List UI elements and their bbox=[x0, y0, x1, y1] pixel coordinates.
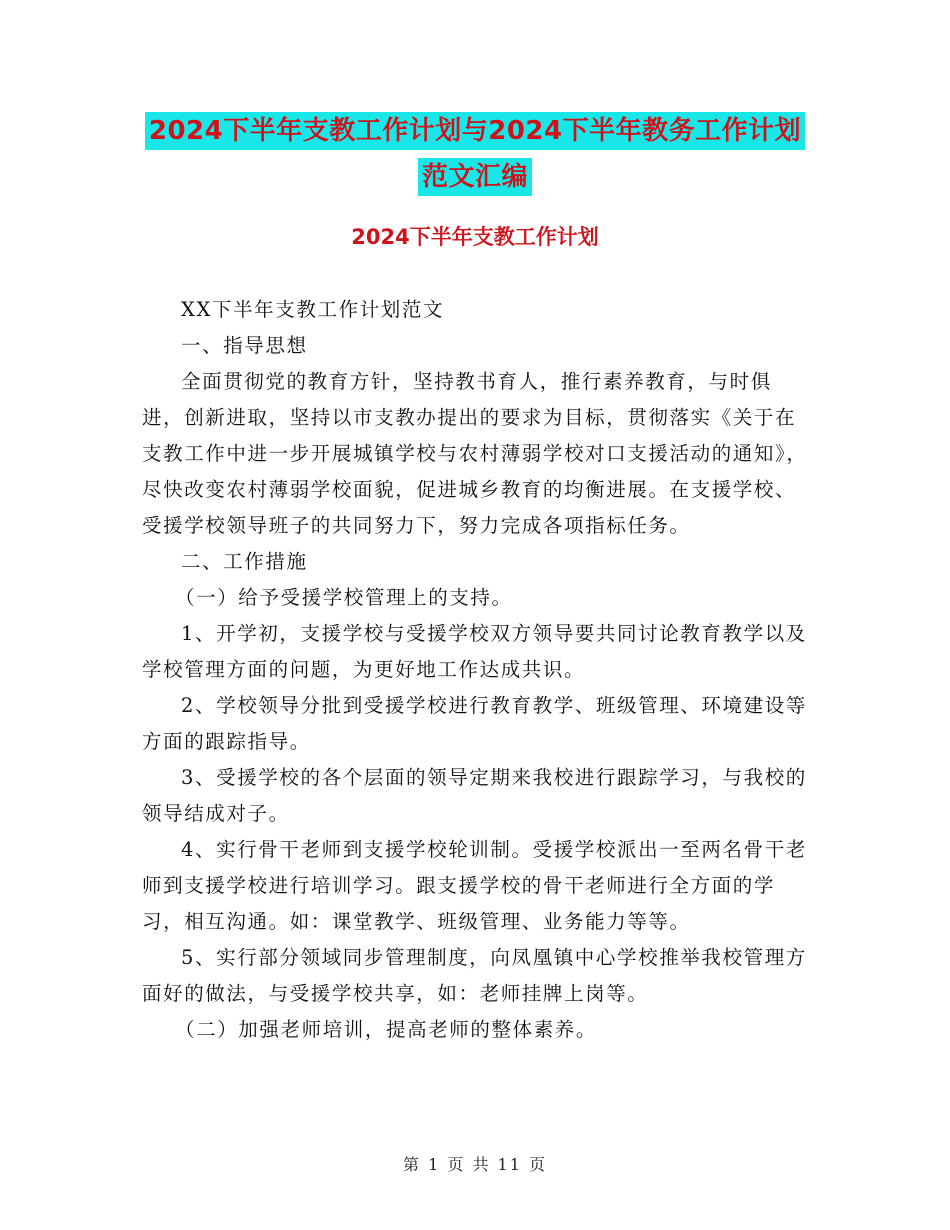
paragraph: 4、实行骨干老师到支援学校轮训制。受援学校派出一至两名骨干老师到支援学校进行培训学习。跟支援学校的骨干老师进行全方面的学习，相互沟通。如：课堂教学、班级管理、业务能力等等。 bbox=[142, 838, 807, 933]
paragraph: 2、学校领导分批到受援学校进行教育教学、班级管理、环境建设等方面的跟踪指导。 bbox=[142, 694, 807, 753]
paragraph: 一、指导思想 bbox=[181, 334, 308, 357]
paragraph: 5、实行部分领域同步管理制度，向凤凰镇中心学校推举我校管理方面好的做法，与受援学校共享，如：老师挂牌上岗等。 bbox=[142, 946, 807, 1005]
title-line-2: 范文汇编 bbox=[418, 158, 532, 196]
document-body bbox=[142, 292, 810, 1048]
document-title bbox=[0, 112, 950, 196]
page-footer: 第 1 页 共 11 页 bbox=[403, 1155, 547, 1174]
paragraph: XX下半年支教工作计划范文 bbox=[181, 298, 445, 321]
paragraph: 3、受援学校的各个层面的领导定期来我校进行跟踪学习，与我校的领导结成对子。 bbox=[142, 766, 807, 825]
title-line-1: 2024下半年支教工作计划与2024下半年教务工作计划 bbox=[145, 112, 805, 150]
paragraph: 二、工作措施 bbox=[181, 550, 308, 573]
paragraph: 1、开学初，支援学校与受援学校双方领导要共同讨论教育教学以及学校管理方面的问题，为更好地工作达成共识。 bbox=[142, 622, 807, 681]
paragraph: （一）给予受援学校管理上的支持。 bbox=[175, 586, 513, 609]
section-title: 2024下半年支教工作计划 bbox=[351, 225, 599, 249]
paragraph: 全面贯彻党的教育方针，坚持教书育人，推行素养教育，与时俱进，创新进取，坚持以市支教办提出的要求为目标，贯彻落实《关于在支教工作中进一步开展城镇学校与农村薄弱学校对口支援活动的通知》，尽快改变农村薄弱学校面貌，促进城乡教育的均衡进展。在支援学校、受援学校领导班子的共同努力下，努力完成各项指标任务。 bbox=[142, 370, 808, 537]
paragraph: （二）加强老师培训，提高老师的整体素养。 bbox=[175, 1018, 598, 1041]
